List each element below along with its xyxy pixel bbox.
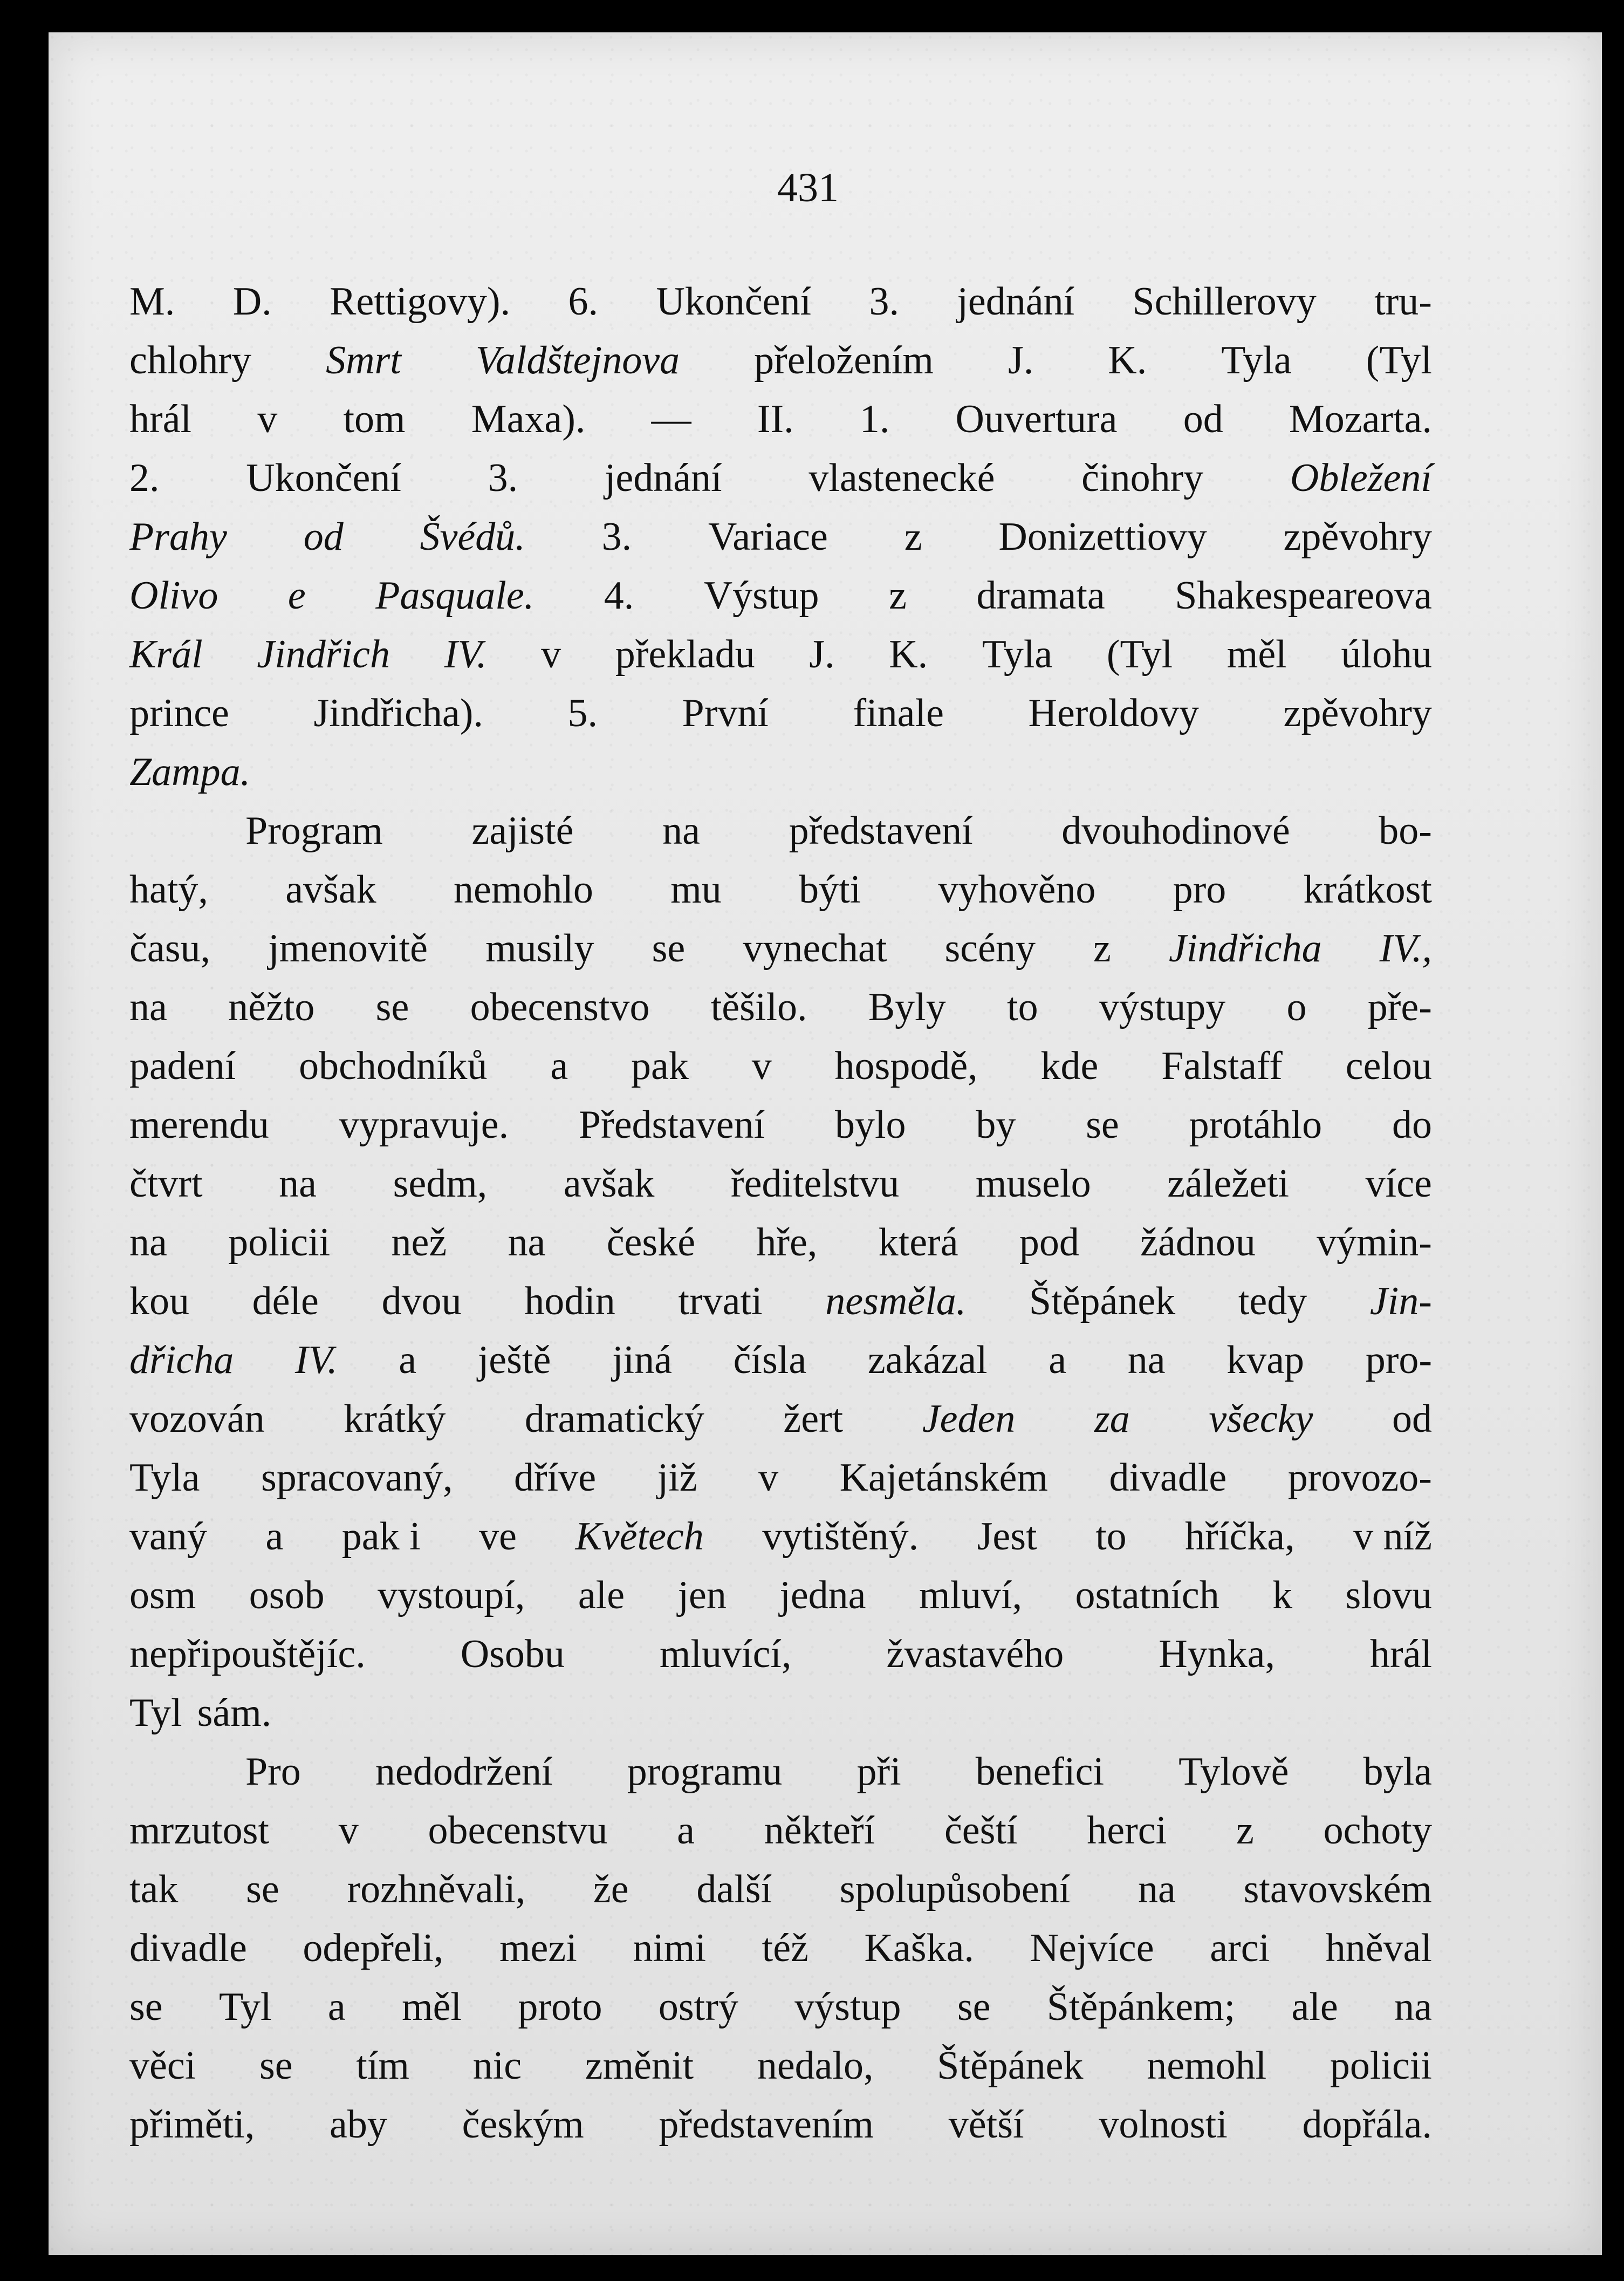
line-17-word-5: české bbox=[606, 1220, 696, 1265]
line-15-word-3: Představení bbox=[578, 1103, 765, 1147]
line-18-word-3: dvou bbox=[381, 1279, 462, 1323]
line-4-word-2: Ukončení bbox=[246, 456, 401, 500]
line-4-word-4: jednání bbox=[604, 456, 722, 500]
text-line-9 bbox=[129, 743, 1432, 802]
line-32-word-2: aby bbox=[329, 2102, 387, 2147]
line-31-word-4: nic bbox=[472, 2044, 522, 2088]
line-1-word-4: 6. bbox=[568, 279, 598, 324]
text-line-8 bbox=[129, 684, 1432, 743]
text-line-10 bbox=[129, 802, 1432, 861]
line-8-word-6: Heroldovy bbox=[1028, 691, 1200, 735]
line-3-word-4: Maxa). bbox=[471, 397, 586, 441]
line-7-word-2: Jindřich bbox=[257, 632, 390, 677]
line-7-word-7: K. bbox=[889, 632, 928, 677]
line-21-word-2: spracovaný, bbox=[261, 1456, 453, 1500]
line-16-word-7: záležeti bbox=[1167, 1162, 1290, 1206]
line-2-word-2: Smrt bbox=[326, 338, 401, 383]
text-line-21 bbox=[129, 1449, 1432, 1507]
book-page bbox=[49, 32, 1602, 2255]
line-30-word-11: na bbox=[1394, 1985, 1432, 2029]
line-27-word-8: z bbox=[1236, 1808, 1254, 1853]
line-29-word-8: arci bbox=[1210, 1926, 1270, 1970]
line-8-word-5: finale bbox=[853, 691, 944, 735]
line-6-word-1: Olivo bbox=[129, 573, 218, 618]
line-6-word-5: Výstup bbox=[703, 573, 819, 618]
line-28-word-6: spolupůsobení bbox=[839, 1867, 1071, 1911]
line-23-word-4: ale bbox=[578, 1573, 625, 1617]
line-17-word-7: která bbox=[878, 1220, 958, 1265]
line-4-word-3: 3. bbox=[488, 456, 518, 500]
line-7-word-8: Tyla bbox=[982, 632, 1053, 677]
line-23-word-10: slovu bbox=[1345, 1573, 1432, 1617]
line-26-word-4: při bbox=[856, 1750, 901, 1794]
line-6-word-8: Shakespeareova bbox=[1175, 573, 1432, 618]
line-11-word-3: nemohlo bbox=[453, 868, 593, 912]
line-30-word-10: ale bbox=[1291, 1985, 1338, 2029]
line-13-word-7: to bbox=[1007, 985, 1038, 1029]
line-1-word-7: jednání bbox=[957, 279, 1075, 324]
line-2-word-8: (Tyl bbox=[1366, 338, 1432, 383]
line-29-word-4: nimi bbox=[633, 1926, 707, 1970]
line-10-word-5: dvouhodinové bbox=[1061, 809, 1290, 853]
line-27-word-5: někteří bbox=[764, 1808, 875, 1853]
line-23-word-1: osm bbox=[129, 1573, 196, 1617]
text-line-27 bbox=[129, 1801, 1432, 1860]
line-16-word-3: sedm, bbox=[393, 1162, 488, 1206]
line-28-word-4: že bbox=[593, 1867, 629, 1911]
line-14-word-6: hospodě, bbox=[834, 1044, 978, 1088]
line-16-word-6: muselo bbox=[975, 1162, 1091, 1206]
line-22-word-7: Jest bbox=[977, 1514, 1037, 1559]
line-8-word-1: prince bbox=[129, 691, 229, 735]
line-16-word-5: ředitelstvu bbox=[730, 1162, 900, 1206]
line-4-word-1: 2. bbox=[129, 456, 160, 500]
line-3-word-6: II. bbox=[757, 397, 794, 441]
line-30-word-3: a bbox=[327, 1985, 346, 2029]
line-32-word-3: českým bbox=[462, 2102, 584, 2147]
line-7-word-3: IV. bbox=[444, 632, 487, 677]
line-31-word-7: Štěpánek bbox=[937, 2044, 1084, 2088]
line-32-word-6: volnosti bbox=[1099, 2102, 1228, 2147]
line-31-word-2: se bbox=[259, 2044, 293, 2088]
line-23-word-6: jedna bbox=[779, 1573, 866, 1617]
line-20-word-3: dramatický bbox=[524, 1397, 704, 1441]
line-30-word-6: ostrý bbox=[658, 1985, 738, 2029]
line-19-word-1: dřicha bbox=[129, 1338, 234, 1382]
line-28-word-5: další bbox=[696, 1867, 772, 1911]
line-17-word-1: na bbox=[129, 1220, 167, 1265]
line-26-word-2: nedodržení bbox=[375, 1750, 553, 1794]
line-11-word-6: vyhověno bbox=[938, 868, 1096, 912]
text-line-28 bbox=[129, 1860, 1432, 1919]
line-22-word-10: v níž bbox=[1353, 1514, 1432, 1559]
line-12-word-5: vynechat bbox=[743, 926, 887, 971]
line-29-word-3: mezi bbox=[499, 1926, 577, 1970]
line-27-word-3: obecenstvu bbox=[428, 1808, 608, 1853]
line-10-word-3: na bbox=[662, 809, 700, 853]
text-line-5 bbox=[129, 508, 1432, 566]
line-32-word-4: představením bbox=[659, 2102, 874, 2147]
line-12-word-9: IV., bbox=[1379, 926, 1432, 971]
line-14-word-2: obchodníků bbox=[299, 1044, 488, 1088]
line-12-word-7: z bbox=[1093, 926, 1111, 971]
line-1-word-9: tru- bbox=[1374, 279, 1432, 324]
line-2-word-7: Tyla bbox=[1221, 338, 1292, 383]
line-20-word-6: za bbox=[1094, 1397, 1130, 1441]
line-14-word-5: v bbox=[751, 1044, 772, 1088]
line-19-word-9: na bbox=[1127, 1338, 1166, 1382]
line-17-word-10: výmin- bbox=[1317, 1220, 1432, 1265]
line-26-word-7: byla bbox=[1363, 1750, 1432, 1794]
line-21-word-5: v bbox=[758, 1456, 779, 1500]
line-31-word-5: změnit bbox=[585, 2044, 694, 2088]
line-25-word-2: sám. bbox=[197, 1691, 272, 1735]
line-23-word-2: osob bbox=[249, 1573, 325, 1617]
line-9-word-1: Zampa. bbox=[129, 750, 251, 794]
line-5-word-3: Švédů. bbox=[420, 515, 525, 559]
line-3-word-10: Mozarta. bbox=[1289, 397, 1432, 441]
line-31-word-1: věci bbox=[129, 2044, 196, 2088]
line-13-word-6: Byly bbox=[868, 985, 946, 1029]
line-13-word-3: se bbox=[375, 985, 409, 1029]
line-2-word-4: přeložením bbox=[754, 338, 934, 383]
line-12-word-6: scény bbox=[944, 926, 1036, 971]
line-29-word-9: hněval bbox=[1325, 1926, 1432, 1970]
line-21-word-4: již bbox=[657, 1456, 697, 1500]
line-21-word-3: dříve bbox=[514, 1456, 597, 1500]
line-4-word-5: vlastenecké bbox=[808, 456, 995, 500]
line-18-word-5: trvati bbox=[678, 1279, 763, 1323]
line-3-word-2: v bbox=[257, 397, 278, 441]
line-11-word-4: mu bbox=[670, 868, 722, 912]
line-1-word-6: 3. bbox=[869, 279, 899, 324]
line-2-word-6: K. bbox=[1108, 338, 1147, 383]
line-17-word-2: policii bbox=[228, 1220, 331, 1265]
line-1-word-1: M. bbox=[129, 279, 175, 324]
line-24-word-4: žvastavého bbox=[886, 1632, 1064, 1676]
line-29-word-6: Kaška. bbox=[864, 1926, 974, 1970]
line-19-word-11: pro- bbox=[1365, 1338, 1432, 1382]
line-1-word-3: Rettigovy). bbox=[330, 279, 511, 324]
line-22-word-6: vytištěný. bbox=[762, 1514, 919, 1559]
line-18-word-1: kou bbox=[129, 1279, 189, 1323]
text-line-13 bbox=[129, 978, 1432, 1037]
text-line-16 bbox=[129, 1155, 1432, 1213]
line-27-word-7: herci bbox=[1087, 1808, 1167, 1853]
line-11-word-2: avšak bbox=[285, 868, 376, 912]
line-23-word-7: mluví, bbox=[919, 1573, 1023, 1617]
line-30-word-1: se bbox=[129, 1985, 163, 2029]
line-8-word-3: 5. bbox=[567, 691, 598, 735]
line-15-word-6: se bbox=[1086, 1103, 1119, 1147]
line-13-word-8: výstupy bbox=[1099, 985, 1226, 1029]
line-1-word-5: Ukončení bbox=[656, 279, 812, 324]
line-27-word-1: mrzutost bbox=[129, 1808, 269, 1853]
line-18-word-2: déle bbox=[252, 1279, 319, 1323]
text-line-29 bbox=[129, 1919, 1432, 1978]
line-24-word-3: mluvící, bbox=[659, 1632, 792, 1676]
line-14-word-4: pak bbox=[631, 1044, 689, 1088]
line-24-word-1: nepřipouštějíc. bbox=[129, 1632, 366, 1676]
line-11-word-1: hatý, bbox=[129, 868, 208, 912]
text-line-19 bbox=[129, 1331, 1432, 1390]
text-line-14 bbox=[129, 1037, 1432, 1096]
line-26-word-1: Pro bbox=[245, 1750, 301, 1794]
line-15-word-1: merendu bbox=[129, 1103, 269, 1147]
line-19-word-8: a bbox=[1049, 1338, 1067, 1382]
line-18-word-8: tedy bbox=[1238, 1279, 1307, 1323]
line-16-word-8: více bbox=[1365, 1162, 1432, 1206]
line-31-word-6: nedalo, bbox=[757, 2044, 874, 2088]
text-line-3 bbox=[129, 390, 1432, 449]
text-line-26 bbox=[129, 1743, 1432, 1801]
line-22-word-5: Květech bbox=[575, 1514, 704, 1559]
line-19-word-5: jiná bbox=[612, 1338, 672, 1382]
page-number: 431 bbox=[777, 165, 839, 210]
line-6-word-2: e bbox=[287, 573, 306, 618]
line-18-word-6: nesměla. bbox=[825, 1279, 967, 1323]
line-8-word-2: Jindřicha). bbox=[313, 691, 483, 735]
line-11-word-5: býti bbox=[799, 868, 861, 912]
line-21-word-7: divadle bbox=[1109, 1456, 1227, 1500]
line-6-word-6: z bbox=[889, 573, 907, 618]
line-17-word-3: než bbox=[391, 1220, 447, 1265]
text-line-4 bbox=[129, 449, 1432, 508]
line-20-word-7: všecky bbox=[1209, 1397, 1313, 1441]
line-1-word-8: Schillerovy bbox=[1132, 279, 1317, 324]
line-2-word-3: Valdštejnova bbox=[475, 338, 680, 383]
line-17-word-6: hře, bbox=[756, 1220, 818, 1265]
text-line-11 bbox=[129, 861, 1432, 919]
line-27-word-6: čeští bbox=[944, 1808, 1018, 1853]
line-27-word-9: ochoty bbox=[1323, 1808, 1432, 1853]
line-13-word-4: obecenstvo bbox=[470, 985, 650, 1029]
line-32-word-5: větší bbox=[948, 2102, 1024, 2147]
line-7-word-4: v bbox=[541, 632, 561, 677]
line-32-word-1: přiměti, bbox=[129, 2102, 255, 2147]
line-6-word-7: dramata bbox=[976, 573, 1105, 618]
line-7-word-6: J. bbox=[809, 632, 835, 677]
line-10-word-4: představení bbox=[789, 809, 973, 853]
line-7-word-9: (Tyl bbox=[1106, 632, 1173, 677]
line-22-word-8: to bbox=[1095, 1514, 1127, 1559]
line-17-word-4: na bbox=[508, 1220, 546, 1265]
line-16-word-1: čtvrt bbox=[129, 1162, 203, 1206]
line-26-word-3: programu bbox=[627, 1750, 783, 1794]
text-line-12 bbox=[129, 919, 1432, 978]
line-24-word-5: Hynka, bbox=[1159, 1632, 1275, 1676]
line-30-word-9: Štěpánkem; bbox=[1046, 1985, 1236, 2029]
line-14-word-9: celou bbox=[1345, 1044, 1432, 1088]
line-16-word-2: na bbox=[279, 1162, 317, 1206]
line-26-word-6: Tylově bbox=[1178, 1750, 1289, 1794]
line-5-word-2: od bbox=[303, 515, 344, 559]
line-29-word-2: odepřeli, bbox=[303, 1926, 444, 1970]
line-23-word-9: k bbox=[1272, 1573, 1293, 1617]
line-13-word-2: něžto bbox=[228, 985, 315, 1029]
text-line-18 bbox=[129, 1272, 1432, 1331]
line-15-word-8: do bbox=[1392, 1103, 1432, 1147]
line-7-word-10: měl bbox=[1226, 632, 1287, 677]
line-27-word-2: v bbox=[338, 1808, 359, 1853]
line-15-word-5: by bbox=[976, 1103, 1016, 1147]
line-10-word-1: Program bbox=[245, 809, 383, 853]
line-21-word-8: provozo- bbox=[1287, 1456, 1432, 1500]
line-8-word-4: První bbox=[682, 691, 769, 735]
line-11-word-8: krátkost bbox=[1303, 868, 1432, 912]
text-line-1 bbox=[129, 272, 1432, 331]
line-20-word-5: Jeden bbox=[922, 1397, 1016, 1441]
line-10-word-2: zajisté bbox=[471, 809, 574, 853]
line-5-word-1: Prahy bbox=[129, 515, 227, 559]
text-line-15 bbox=[129, 1096, 1432, 1155]
line-29-word-1: divadle bbox=[129, 1926, 247, 1970]
line-24-word-6: hrál bbox=[1369, 1632, 1432, 1676]
line-19-word-7: zakázal bbox=[867, 1338, 988, 1382]
page-text bbox=[129, 272, 1432, 2154]
line-4-word-7: Obležení bbox=[1290, 456, 1432, 500]
line-19-word-4: ještě bbox=[477, 1338, 551, 1382]
line-19-word-10: kvap bbox=[1226, 1338, 1305, 1382]
line-31-word-9: policii bbox=[1330, 2044, 1432, 2088]
line-13-word-5: těšilo. bbox=[710, 985, 807, 1029]
line-3-word-9: od bbox=[1183, 397, 1223, 441]
line-16-word-4: avšak bbox=[563, 1162, 655, 1206]
line-7-word-1: Král bbox=[129, 632, 203, 677]
text-line-30 bbox=[129, 1978, 1432, 2037]
line-28-word-8: stavovském bbox=[1243, 1867, 1432, 1911]
line-23-word-5: jen bbox=[677, 1573, 727, 1617]
line-14-word-1: padení bbox=[129, 1044, 236, 1088]
line-32-word-7: dopřála. bbox=[1302, 2102, 1432, 2147]
line-17-word-8: pod bbox=[1019, 1220, 1079, 1265]
line-12-word-4: se bbox=[652, 926, 686, 971]
line-30-word-5: proto bbox=[518, 1985, 602, 2029]
line-30-word-8: se bbox=[957, 1985, 991, 2029]
line-15-word-2: vypravuje. bbox=[339, 1103, 509, 1147]
line-11-word-7: pro bbox=[1173, 868, 1226, 912]
text-line-32 bbox=[129, 2095, 1432, 2154]
line-22-word-4: ve bbox=[479, 1514, 517, 1559]
line-1-word-2: D. bbox=[232, 279, 272, 324]
line-31-word-8: nemohl bbox=[1147, 2044, 1267, 2088]
line-28-word-2: se bbox=[246, 1867, 279, 1911]
line-20-word-8: od bbox=[1392, 1397, 1432, 1441]
line-12-word-8: Jindřicha bbox=[1168, 926, 1322, 971]
line-13-word-10: pře- bbox=[1367, 985, 1432, 1029]
line-13-word-1: na bbox=[129, 985, 167, 1029]
line-18-word-9: Jin- bbox=[1369, 1279, 1432, 1323]
line-21-word-1: Tyla bbox=[129, 1456, 200, 1500]
line-13-word-9: o bbox=[1286, 985, 1307, 1029]
line-29-word-7: Nejvíce bbox=[1030, 1926, 1154, 1970]
line-27-word-4: a bbox=[677, 1808, 695, 1853]
text-line-17 bbox=[129, 1213, 1432, 1272]
line-14-word-7: kde bbox=[1040, 1044, 1099, 1088]
line-30-word-7: výstup bbox=[794, 1985, 901, 2029]
line-6-word-3: Pasquale. bbox=[375, 573, 535, 618]
line-14-word-8: Falstaff bbox=[1161, 1044, 1283, 1088]
line-5-word-5: Variace bbox=[708, 515, 828, 559]
line-28-word-1: tak bbox=[129, 1867, 179, 1911]
line-30-word-4: měl bbox=[402, 1985, 462, 2029]
line-8-word-7: zpěvohry bbox=[1283, 691, 1432, 735]
line-3-word-7: 1. bbox=[859, 397, 890, 441]
line-12-word-3: musily bbox=[485, 926, 594, 971]
line-25-word-1: Tyl bbox=[129, 1691, 182, 1735]
text-line-25 bbox=[129, 1684, 1432, 1743]
text-line-22 bbox=[129, 1507, 1432, 1566]
line-3-word-1: hrál bbox=[129, 397, 192, 441]
line-3-word-5: — bbox=[651, 397, 691, 441]
text-line-20 bbox=[129, 1390, 1432, 1449]
line-15-word-7: protáhlo bbox=[1189, 1103, 1323, 1147]
line-24-word-2: Osobu bbox=[460, 1632, 565, 1676]
line-10-word-6: bo- bbox=[1379, 809, 1432, 853]
line-26-word-5: benefici bbox=[975, 1750, 1105, 1794]
text-line-31 bbox=[129, 2037, 1432, 2095]
line-29-word-5: též bbox=[762, 1926, 808, 1970]
line-22-word-2: a bbox=[265, 1514, 284, 1559]
line-28-word-3: rozhněvali, bbox=[347, 1867, 526, 1911]
line-5-word-7: Donizettiovy bbox=[998, 515, 1207, 559]
text-line-7 bbox=[129, 625, 1432, 684]
line-2-word-5: J. bbox=[1008, 338, 1034, 383]
line-5-word-4: 3. bbox=[601, 515, 632, 559]
line-3-word-8: Ouvertura bbox=[955, 397, 1118, 441]
line-21-word-6: Kajetánském bbox=[839, 1456, 1048, 1500]
line-23-word-8: ostatních bbox=[1075, 1573, 1219, 1617]
line-4-word-6: činohry bbox=[1081, 456, 1204, 500]
line-18-word-4: hodin bbox=[524, 1279, 615, 1323]
line-7-word-11: úlohu bbox=[1341, 632, 1432, 677]
text-line-6 bbox=[129, 566, 1432, 625]
line-20-word-4: žert bbox=[783, 1397, 844, 1441]
line-14-word-3: a bbox=[550, 1044, 568, 1088]
line-22-word-9: hříčka, bbox=[1185, 1514, 1295, 1559]
line-28-word-7: na bbox=[1138, 1867, 1176, 1911]
line-19-word-3: a bbox=[399, 1338, 417, 1382]
line-2-word-1: chlohry bbox=[129, 338, 252, 383]
line-15-word-4: bylo bbox=[834, 1103, 906, 1147]
text-line-2 bbox=[129, 331, 1432, 390]
line-17-word-9: žádnou bbox=[1140, 1220, 1256, 1265]
line-23-word-3: vystoupí, bbox=[377, 1573, 525, 1617]
line-31-word-3: tím bbox=[356, 2044, 409, 2088]
line-12-word-1: času, bbox=[129, 926, 210, 971]
line-6-word-4: 4. bbox=[604, 573, 634, 618]
line-22-word-1: vaný bbox=[129, 1514, 207, 1559]
line-30-word-2: Tyl bbox=[218, 1985, 272, 2029]
line-19-word-2: IV. bbox=[294, 1338, 338, 1382]
line-5-word-8: zpěvohry bbox=[1283, 515, 1432, 559]
text-line-24 bbox=[129, 1625, 1432, 1684]
line-3-word-3: tom bbox=[343, 397, 406, 441]
line-5-word-6: z bbox=[904, 515, 922, 559]
text-line-23 bbox=[129, 1566, 1432, 1625]
line-20-word-2: krátký bbox=[344, 1397, 446, 1441]
line-7-word-5: překladu bbox=[615, 632, 755, 677]
line-19-word-6: čísla bbox=[733, 1338, 807, 1382]
line-18-word-7: Štěpánek bbox=[1029, 1279, 1176, 1323]
line-20-word-1: vozován bbox=[129, 1397, 265, 1441]
line-12-word-2: jmenovitě bbox=[268, 926, 428, 971]
line-22-word-3: pak i bbox=[341, 1514, 421, 1559]
